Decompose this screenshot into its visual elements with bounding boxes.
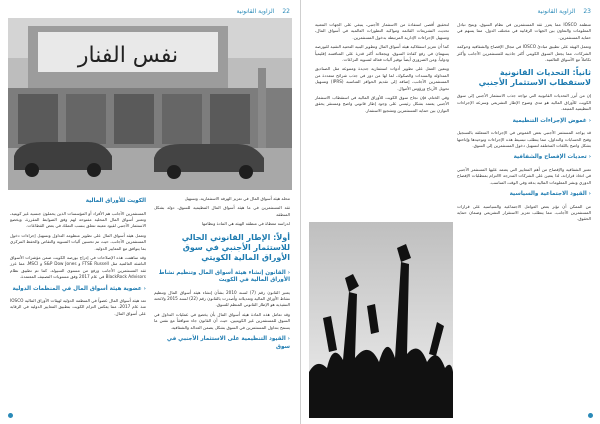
- right-columns: [311, 22, 591, 223]
- paragraph: كما أن تعزيز استقلالية هيئة أسواق المال وتطوير البنية التحتية التقنية للبورصة يسهمان في رفع كفاءة السوق، ويجعلانه أكثر قدرة على المنافسة إقليمياً ودولياً. ومن الضروري أيضاً توفير آليات فعالة لتسوية النزاعات.: [315, 44, 449, 63]
- section-title: الزاوية القانونية: [537, 8, 576, 15]
- intro-line: محلة هيئة أسواق المال في تعزيز الهرفة الاستثمارية، وتسهيل: [184, 196, 290, 201]
- left-column-right: [154, 196, 290, 353]
- page-header: [10, 8, 290, 15]
- paragraph: منظمة IOSCO مما يعزز ثقة المستثمرين في نظام السوق، ويتيح تبادل المعلومات والتعاون بين الجهات الرقابية في مختلف الدول، مما يسهم في حماية المستثمرين.: [457, 22, 591, 40]
- page-number: 23: [583, 8, 591, 15]
- paragraph: تعتبر الشفافية والإفصاح من أهم المعايير التي يعتمد عليها المستثمر الأجنبي في اتخاذ قراراته، لذا يتعين على الشركات المدرجة الالتزام بمتطلبات الإفصاح الدوري ونشر المعلومات المالية بدقة وفي الوقت المناسب.: [457, 166, 591, 185]
- subheading-kuwait-market: الكويت للأوراق المالية: [85, 198, 146, 204]
- subheading-social-political: ‹ القيود الاجتماعية والسياسية: [509, 191, 591, 198]
- heading-legal-framework: أولاً: الإطار القانوني الحالي للاستثمار الأجنبي في سوق الأوراق المالية الكويتي: [181, 232, 290, 262]
- paragraph: ويتعين العمل على تطوير أدوات استثمارية جديدة ومتنوعة مثل الصناديق المتداولة والسندات والصكوك، لما لها من دور في جذب شرائح متعددة من المستثمرين الأجانب، إضافة إلى تقديم الحوافز المناسبة (IPRS) وتسهيل تحويل الأرباح ورؤوس الأموال.: [315, 66, 449, 91]
- paragraph: وتعمل الهيئة على تطبيق مبادئ IOSCO في مجال الإفصاح والشفافية وحوكمة الشركات، مما يجعل السوق الكويتي أكثر جاذبية للمستثمرين الأجانب وأكثر تكاملاً مع الأسواق العالمية.: [457, 44, 591, 63]
- intro-line: لدراسة معطاة في منطقة الهيئة هي المادة ونظامها: [201, 221, 290, 227]
- right-column-left: [315, 22, 449, 223]
- heading-legal-challenges: ثانياً: التحديات القانونية لاستقطاب الاستثمار الأجنبي: [478, 68, 591, 88]
- paragraph: إن من أبرز التحديات القانونية التي تواجه جذب الاستثمار الأجنبي إلى سوق الكويت للأوراق المالية هو مدى وضوح الإطار التشريعي وسرعة الإجراءات التنظيمية المتبعة.: [457, 93, 591, 112]
- left-columns: [10, 196, 290, 353]
- crowd-photo: [309, 222, 453, 418]
- page-marker-icon: [588, 413, 593, 418]
- subheading-disclosure: ‹ تحديات الإفصاح والشفافية: [513, 154, 591, 161]
- section-title: الزاوية القانونية: [236, 8, 275, 15]
- subheading-cma-law: ‹ القانون إنشاء هيئة أسواق المال وتنظيم نشاط الأوراق المالية في الكويت: [158, 269, 290, 284]
- page-number: 22: [282, 8, 290, 15]
- subheading-international-membership: ‹ عضوية هيئة أسواق المال في المنظمات الدولية: [12, 285, 146, 292]
- storefront-photo: [8, 18, 292, 190]
- page-marker-icon: [8, 413, 13, 418]
- paragraph: وقد تعامل هذه المادة هيئة أسواق المال بأن يخضع في عمليات التداول في السوق للمستثمرين غير الكويتيين، حيث أن القانون جاء متوافقاً مع نفس ما يسمح بتداول المستثمرين في السوق بشكل يضمن العدالة والشفافية.: [154, 311, 290, 330]
- paragraph: قد يواجه المستثمر الأجنبي بعض الغموض في الإجراءات المتعلقة بالتسجيل وفتح الحسابات والتداول، مما يتطلب تبسيط هذه الإجراءات وتوحيدها وإتاحتها بشكل واضح باللغات المختلفة لتسهيل دخول المستثمرين إلى السوق.: [457, 130, 591, 148]
- paragraph: المستثمرين الأجانب هم الأفراد أو المؤسسات الذين يحملون جنسية غير كويتية، وتعتبر أسواق المال المحلية مفتوحة لهم وفق الضوابط المقررة، ويخضع الاستثمار الأجنبي لقيود معينة تتعلق بنسب التملك في بعض القطاعات.: [10, 210, 146, 229]
- intro-line: ثقة المستثمرين في ما هيئة أسواق المال التنظيمية للسوق، دولة بشكل المنطقة: [154, 205, 290, 217]
- paragraph: وقد ساهمت هذه الإصلاحات في إدراج بورصة الكويت ضمن مؤشرات الأسواق الناشئة العالمية مثل FTSE Russell و S&P Dow Jones و MSCI، مما عزز ثقة المستثمرين الأجانب ورفع من مستوى السيولة. كما تم تطبيق نظام BlackRock Advisors في عام 2017 وفق مستويات التصنيف المعتمدة.: [10, 254, 147, 280]
- paragraph: وفي الختام، فإن نجاح سوق الكويت للأوراق المالية في استقطاب الاستثمار الأجنبي يعتمد بشكل رئيسي على وجود إطار قانوني واضح ومستقر يحقق التوازن بين حماية المستثمرين وتشجيع الاستثمار.: [315, 95, 449, 113]
- paragraph: وتعمل هيئة أسواق المال على تطوير منظومة التداول وتسهيل إجراءات دخول المستثمرين الأجانب، حيث تم تحسين آليات التسوية والتقاص والحفظ المركزي بما يتوافق مع المعايير الدولية.: [10, 232, 146, 251]
- store-sign: نفس الفنار: [77, 43, 179, 68]
- left-column-left: [10, 196, 146, 353]
- right-page: [300, 0, 600, 424]
- right-column-right: [457, 22, 591, 223]
- paragraph: من الممكن أن تؤثر بعض العوامل الاجتماعية والسياسية على قرارات المستثمرين الأجانب، مما يتطلب تعزيز الاستقرار التشريعي وضمان حماية الحقوق.: [457, 203, 591, 222]
- paragraph: يعتبر القانون رقم (7) لسنة 2010 بشأن إنشاء هيئة أسواق المال وتنظيم نشاط الأوراق المالية وتعديلاته وأصدرت بالقانون رقم (22) لسنة 2015 ولائحته التنفيذية هو الإطار القانوني المنظم للسوق.: [154, 289, 291, 308]
- paragraph: لتحقيق أقصى استفادة من الاستثمار الأجنبي، ينبغي على الجهات المعنية تحديث التشريعات القائمة ومواكبة التطورات العالمية في أسواق المال، وتسهيل الإجراءات الإدارية المرتبطة بدخول المستثمرين.: [315, 22, 449, 40]
- subheading-procedures: ‹ غموض الإجراءات التنظيمية: [512, 117, 591, 124]
- page-header: [311, 8, 591, 15]
- subheading-regulatory-limits: ‹ القيود التنظيمية على الاستثمار الأجنبي في سوق: [166, 336, 290, 350]
- paragraph: تعد هيئة أسواق المال عضواً في المنظمة الدولية لهيئات الأوراق المالية IOSCO منذ عام 2017، مما يعكس التزام الكويت بتطبيق المعايير الدولية في الرقابة على أسواق المال.: [10, 298, 146, 316]
